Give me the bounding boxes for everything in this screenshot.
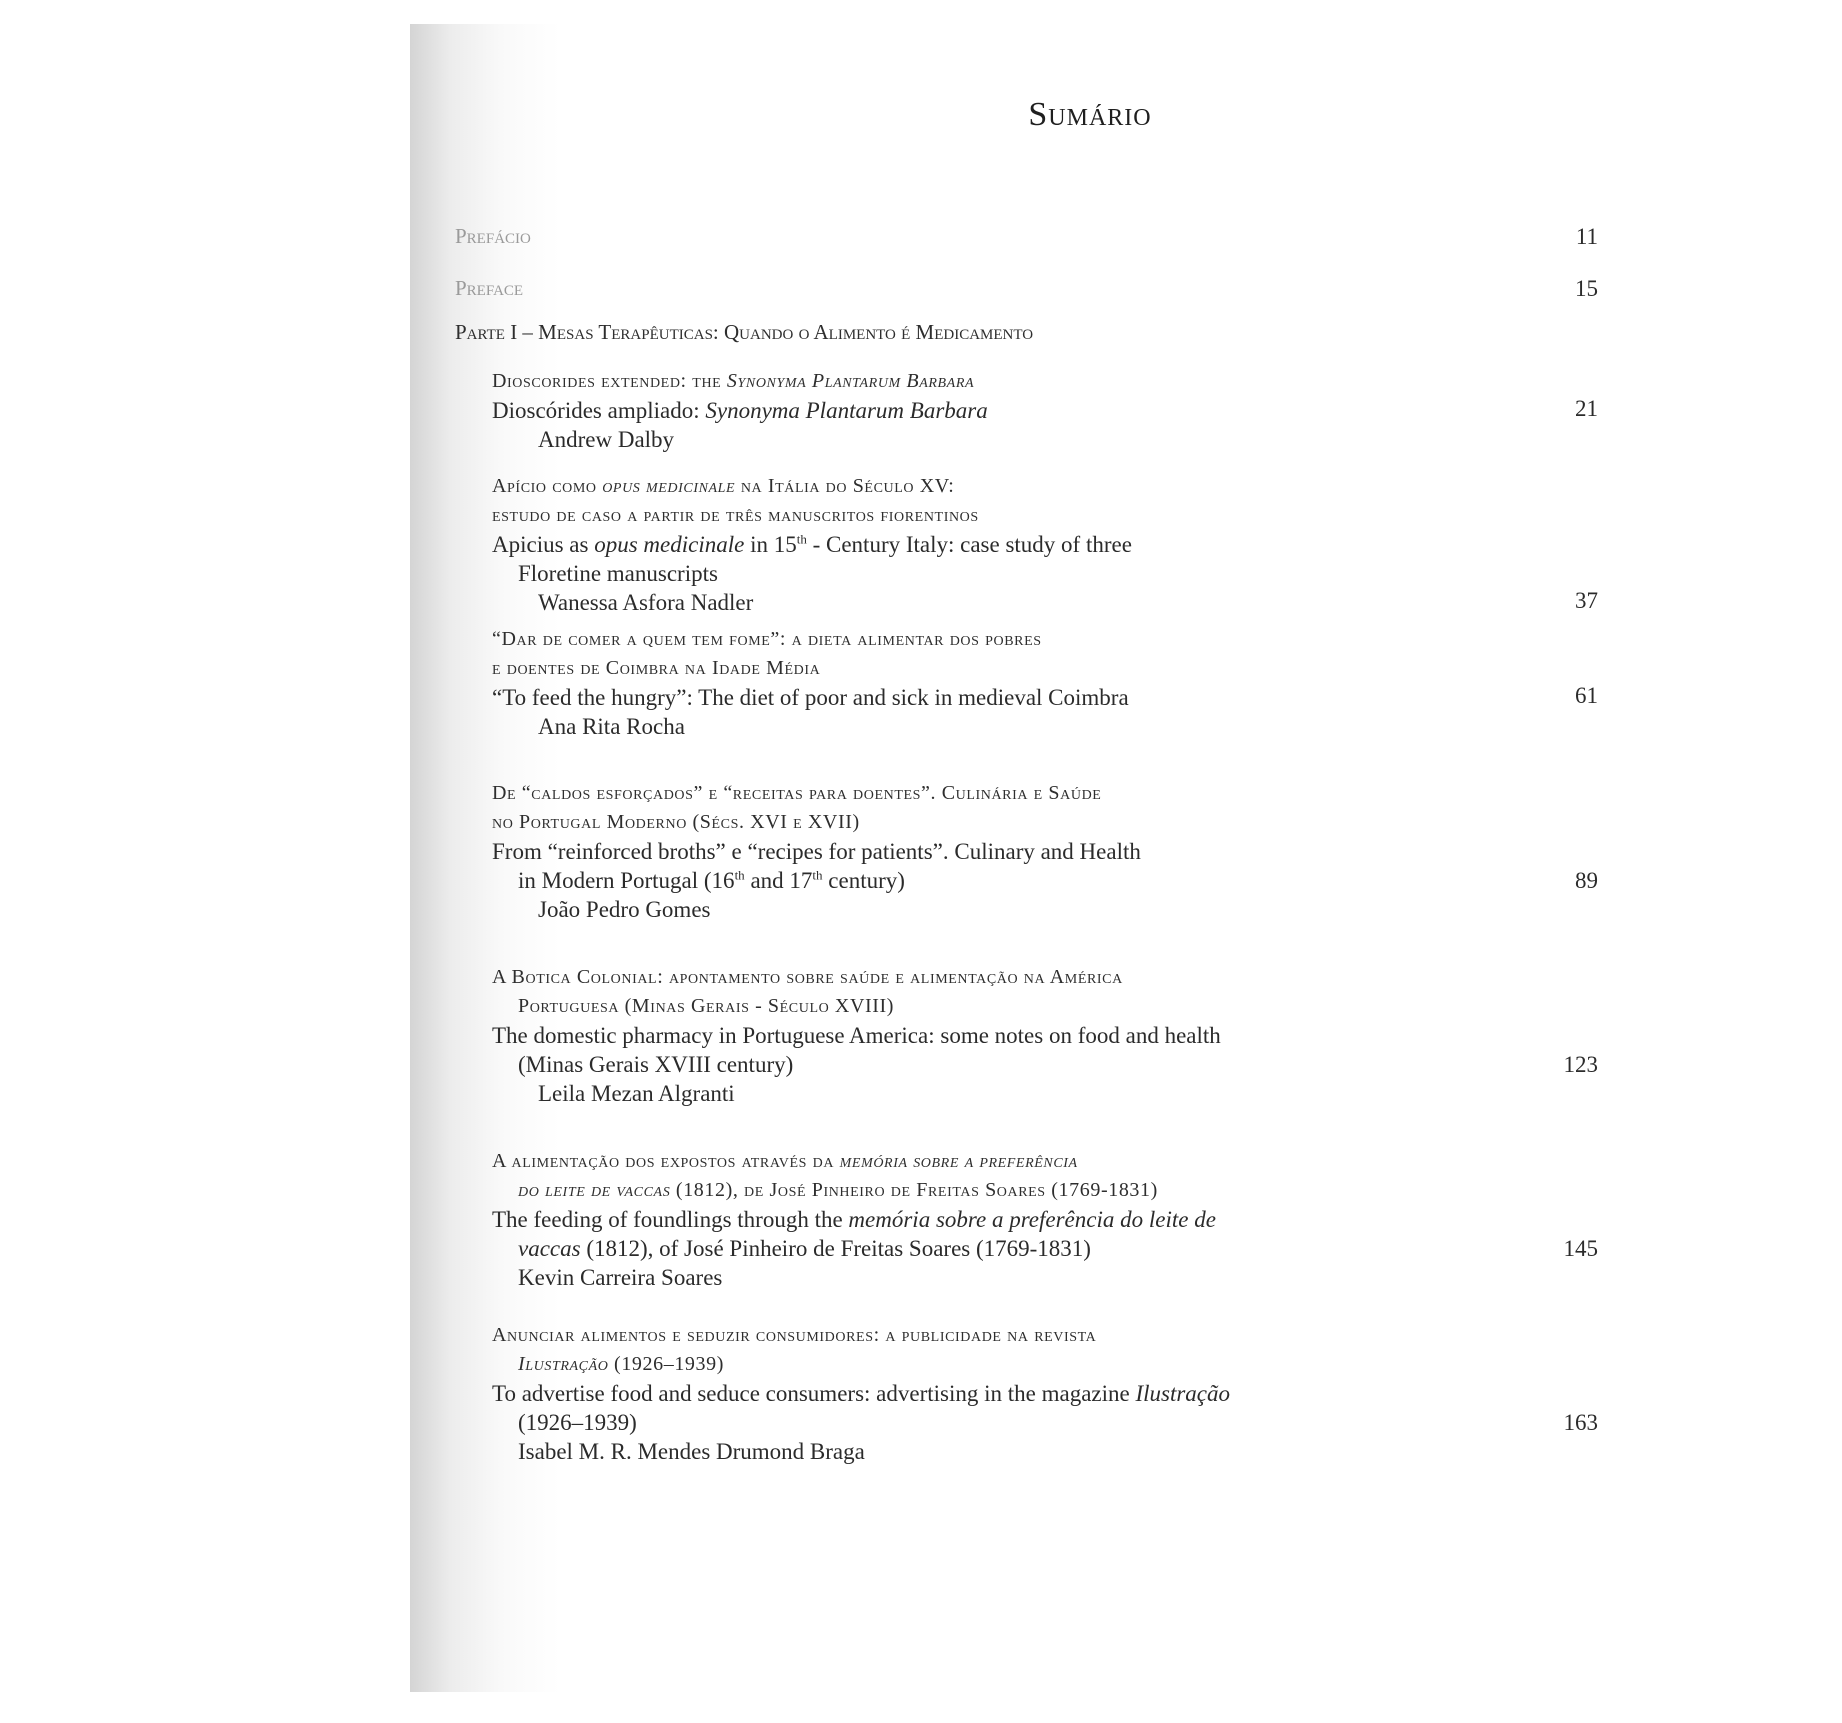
page-title: Sumário bbox=[1028, 96, 1152, 133]
page-num-entry: 145 bbox=[1563, 1236, 1598, 1261]
toc-preface: Preface bbox=[455, 276, 524, 300]
entry-title-en: Dioscórides ampliado: Synonyma Plantarum Barbara bbox=[492, 398, 988, 423]
page-num-entry: 61 bbox=[1575, 683, 1598, 708]
toc-entry bbox=[492, 1147, 1392, 1292]
entry-title-pt: Dioscorides extended: the Synonyma Plantarum Barbara bbox=[492, 370, 975, 392]
toc-entry bbox=[492, 367, 1392, 454]
toc-entry bbox=[492, 472, 1392, 617]
entry-title-en-cont: (1926–1939) bbox=[518, 1410, 637, 1435]
entry-author: Kevin Carreira Soares bbox=[518, 1265, 723, 1290]
entry-title-en: Apicius as opus medicinale in 15th - Century Italy: case study of three bbox=[492, 531, 1132, 557]
entry-title-en-cont: vaccas (1812), of José Pinheiro de Freitas Soares (1769-1831) bbox=[518, 1236, 1091, 1261]
toc-entry bbox=[492, 1321, 1392, 1466]
entry-author: Wanessa Asfora Nadler bbox=[538, 590, 754, 615]
entry-title-en: To advertise food and seduce consumers: advertising in the magazine Ilustração bbox=[492, 1381, 1231, 1406]
toc-prefacio: Prefácio bbox=[455, 224, 531, 248]
entry-title-en-cont: Floretine manuscripts bbox=[518, 561, 718, 586]
entry-title-pt-cont: no Portugal Moderno (Sécs. XVI e XVII) bbox=[492, 811, 860, 833]
entry-title-en: The domestic pharmacy in Portuguese America: some notes on food and health bbox=[492, 1023, 1221, 1048]
page-num-entry: 123 bbox=[1563, 1052, 1598, 1077]
entry-author: Ana Rita Rocha bbox=[538, 714, 685, 739]
toc-entry bbox=[492, 779, 1392, 924]
page-num-preface: 15 bbox=[1575, 276, 1598, 301]
entry-title-en: From “reinforced broths” e “recipes for patients”. Culinary and Health bbox=[492, 839, 1141, 864]
entry-title-pt-cont: estudo de caso a partir de três manuscritos fiorentinos bbox=[492, 504, 979, 526]
entry-author: Leila Mezan Algranti bbox=[538, 1081, 735, 1106]
page-num-entry: 21 bbox=[1575, 396, 1598, 421]
page-num-prefacio: 11 bbox=[1575, 224, 1598, 249]
entry-title-en: The feeding of foundlings through the memória sobre a preferência do leite de bbox=[492, 1207, 1216, 1232]
book-page bbox=[410, 24, 1842, 1692]
page-num-entry: 89 bbox=[1575, 868, 1598, 893]
entry-author: Isabel M. R. Mendes Drumond Braga bbox=[518, 1439, 865, 1464]
page-num-entry: 37 bbox=[1575, 588, 1598, 613]
entry-title-pt-cont: e doentes de Coimbra na Idade Média bbox=[492, 657, 821, 679]
toc-entry bbox=[492, 963, 1392, 1108]
entry-title-pt: De “caldos esforçados” e “receitas para doentes”. Culinária e Saúde bbox=[492, 782, 1102, 804]
toc-parte-i: Parte I – Mesas Terapêuticas: Quando o Alimento é Medicamento bbox=[455, 320, 1034, 344]
entry-title-pt-cont: Ilustração (1926–1939) bbox=[518, 1353, 724, 1375]
page-num-entry: 163 bbox=[1563, 1410, 1598, 1435]
entry-title-pt: Anunciar alimentos e seduzir consumidores: a publicidade na revista bbox=[492, 1324, 1097, 1346]
entry-title-pt: A Botica Colonial: apontamento sobre saúde e alimentação na América bbox=[492, 966, 1123, 988]
entry-author: Andrew Dalby bbox=[538, 427, 675, 452]
entry-title-en-cont: in Modern Portugal (16th and 17th century) bbox=[518, 867, 905, 893]
entry-title-pt-cont: Portuguesa (Minas Gerais - Século XVIII) bbox=[518, 995, 895, 1017]
entry-title-en-cont: (Minas Gerais XVIII century) bbox=[518, 1052, 794, 1077]
entry-title-pt: “Dar de comer a quem tem fome”: a dieta alimentar dos pobres bbox=[492, 628, 1042, 650]
entry-title-en: “To feed the hungry”: The diet of poor and sick in medieval Coimbra bbox=[492, 685, 1129, 710]
entry-title-pt-cont: do leite de vaccas (1812), de José Pinheiro de Freitas Soares (1769-1831) bbox=[518, 1179, 1158, 1201]
entry-title-pt: A alimentação dos expostos através da memória sobre a preferência bbox=[492, 1150, 1078, 1172]
entry-title-pt: Apício como opus medicinale na Itália do Século XV: bbox=[492, 475, 955, 497]
toc-entry bbox=[492, 625, 1392, 741]
entry-author: João Pedro Gomes bbox=[538, 897, 711, 922]
